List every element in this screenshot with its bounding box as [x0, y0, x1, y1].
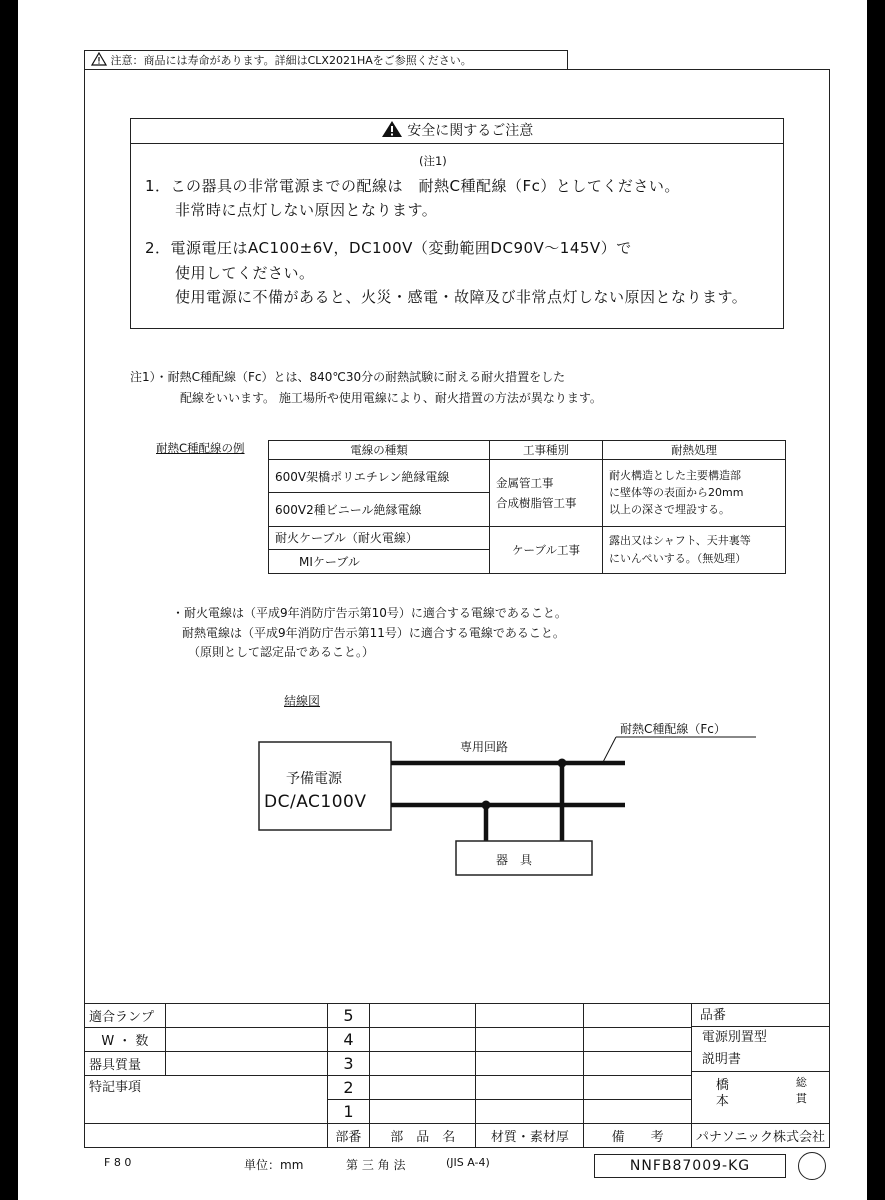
- sign-c: 総: [795, 1076, 807, 1089]
- treat-a-1: 耐火構造とした主要構造部: [609, 469, 741, 483]
- treat-b-1: 露出又はシャフト、天井裏等: [609, 533, 751, 547]
- table-header: 工事種別: [490, 441, 603, 460]
- row-num: 1: [327, 1100, 370, 1124]
- table-header: 電線の種類: [269, 441, 490, 460]
- cable-label: 耐熱C種配線（Fc）: [620, 722, 726, 736]
- doc-number: NNFB87009-KG: [594, 1154, 786, 1178]
- table-cell: 600V架橋ポリエチレン絶縁電線: [269, 460, 490, 493]
- label-cell: 適合ランプ: [85, 1004, 166, 1028]
- bottom-label: 備 考: [584, 1124, 691, 1148]
- source-label-2: DC/AC100V: [264, 792, 367, 812]
- table-cell: [603, 526, 786, 573]
- circuit-label: 専用回路: [460, 740, 509, 754]
- paper-size: F 8 0: [104, 1156, 132, 1169]
- sign-d: 貫: [795, 1092, 807, 1105]
- treat-a-2: に壁体等の表面から20mm: [609, 486, 744, 500]
- junction-dot: [482, 801, 491, 810]
- diagram-title: 結線図: [284, 694, 321, 708]
- table-header: 耐熱処理: [603, 441, 786, 460]
- label-cell: W ・ 数: [85, 1028, 166, 1052]
- safety-item1-line2: 非常時に点灯しない原因となります。: [175, 201, 438, 219]
- bottom-label: 部 品 名: [370, 1124, 476, 1148]
- label-cell: 特記事項: [85, 1076, 328, 1124]
- table-cell: 600V2種ビニール絶縁電線: [269, 493, 490, 526]
- row-num: 3: [327, 1052, 370, 1076]
- treat-b-2: にいんぺいする。（無処理）: [609, 551, 747, 565]
- notes2-line1: ・耐火電線は（平成9年消防庁告示第10号）に適合する電線であること。: [172, 606, 567, 620]
- table-cell: ケーブル工事: [490, 526, 603, 573]
- safety-item2-line3: 使用電源に不備があると、火災・感電・故障及び非常点灯しない原因となります。: [175, 288, 748, 306]
- projection: 第 三 角 法: [346, 1158, 406, 1172]
- warning-triangle-icon: [91, 52, 107, 66]
- table-cell: MIケーブル: [269, 550, 490, 574]
- note1-line1: 注1）・耐熱C種配線（Fc）とは、840℃30分の耐熱試験に耐える耐火措置をした: [130, 370, 566, 384]
- jis: (JIS A-4): [446, 1156, 490, 1169]
- junction-dot: [558, 759, 567, 768]
- sign-a: 橋: [715, 1078, 729, 1093]
- right-border: [867, 0, 885, 1200]
- warning-text: 注意：商品には寿命があります。詳細はCLX2021HAをご参照ください。: [110, 54, 472, 67]
- row-num: 4: [327, 1028, 370, 1052]
- label-cell: 器具質量: [85, 1052, 166, 1076]
- circle-mark: [798, 1152, 826, 1180]
- warning-bar: [84, 50, 568, 69]
- safety-item2-line2: 使用してください。: [175, 264, 315, 282]
- bottom-label: 材質・素材厚: [476, 1124, 584, 1148]
- safety-item2-line1: 2．電源電圧はAC100±6V，DC100V（変動範囲DC90V～145V）で: [145, 239, 632, 257]
- safety-title: 安全に関するご注意: [407, 123, 534, 139]
- company: パナソニック株式会社: [691, 1124, 829, 1148]
- warning-triangle-icon: [381, 120, 403, 138]
- notes2-line3: （原則として認定品であること。）: [188, 645, 375, 659]
- table-cell: 耐火ケーブル（耐火電線）: [269, 526, 490, 550]
- left-border: [0, 0, 18, 1200]
- work-a-1: 金属管工事: [496, 475, 554, 490]
- leader-line: [602, 737, 616, 764]
- safety-header: [131, 119, 783, 144]
- title-block-table: [84, 1003, 830, 1148]
- bottom-label: 部番: [327, 1124, 370, 1148]
- table-cell: [490, 460, 603, 527]
- device-label: 器 具: [496, 853, 533, 867]
- doc-title-2: 説明書: [692, 1049, 829, 1072]
- notes2-line2: 耐熱電線は（平成9年消防庁告示第11号）に適合する電線であること。: [182, 626, 565, 640]
- title-block: [84, 1003, 830, 1148]
- note-ref: (注1): [419, 154, 447, 168]
- treat-a-3: 以上の深さで埋設する。: [609, 503, 730, 517]
- wiring-spec-table: [268, 440, 786, 574]
- source-label-1: 予備電源: [286, 771, 342, 787]
- sign-b: 本: [715, 1094, 729, 1109]
- doc-info: [691, 1004, 829, 1124]
- table-label: 耐熱C種配線の例: [156, 441, 245, 455]
- table-cell: [603, 460, 786, 527]
- row-num: 2: [327, 1076, 370, 1100]
- safety-notice-box: [130, 118, 784, 329]
- doc-title-1: 電源別置型: [701, 1030, 767, 1045]
- row-num: 5: [327, 1004, 370, 1028]
- work-a-2: 合成樹脂管工事: [496, 495, 577, 510]
- safety-item1-line1: 1．この器具の非常電源までの配線は 耐熱C種配線（Fc）としてください。: [145, 177, 680, 195]
- sign-area: [692, 1072, 829, 1109]
- note1-line2: 配線をいいます。 施工場所や使用電線により、耐火措置の方法が異なります。: [180, 391, 602, 405]
- hinban: 品番: [692, 1004, 829, 1027]
- unit: 単位：mm: [244, 1158, 304, 1172]
